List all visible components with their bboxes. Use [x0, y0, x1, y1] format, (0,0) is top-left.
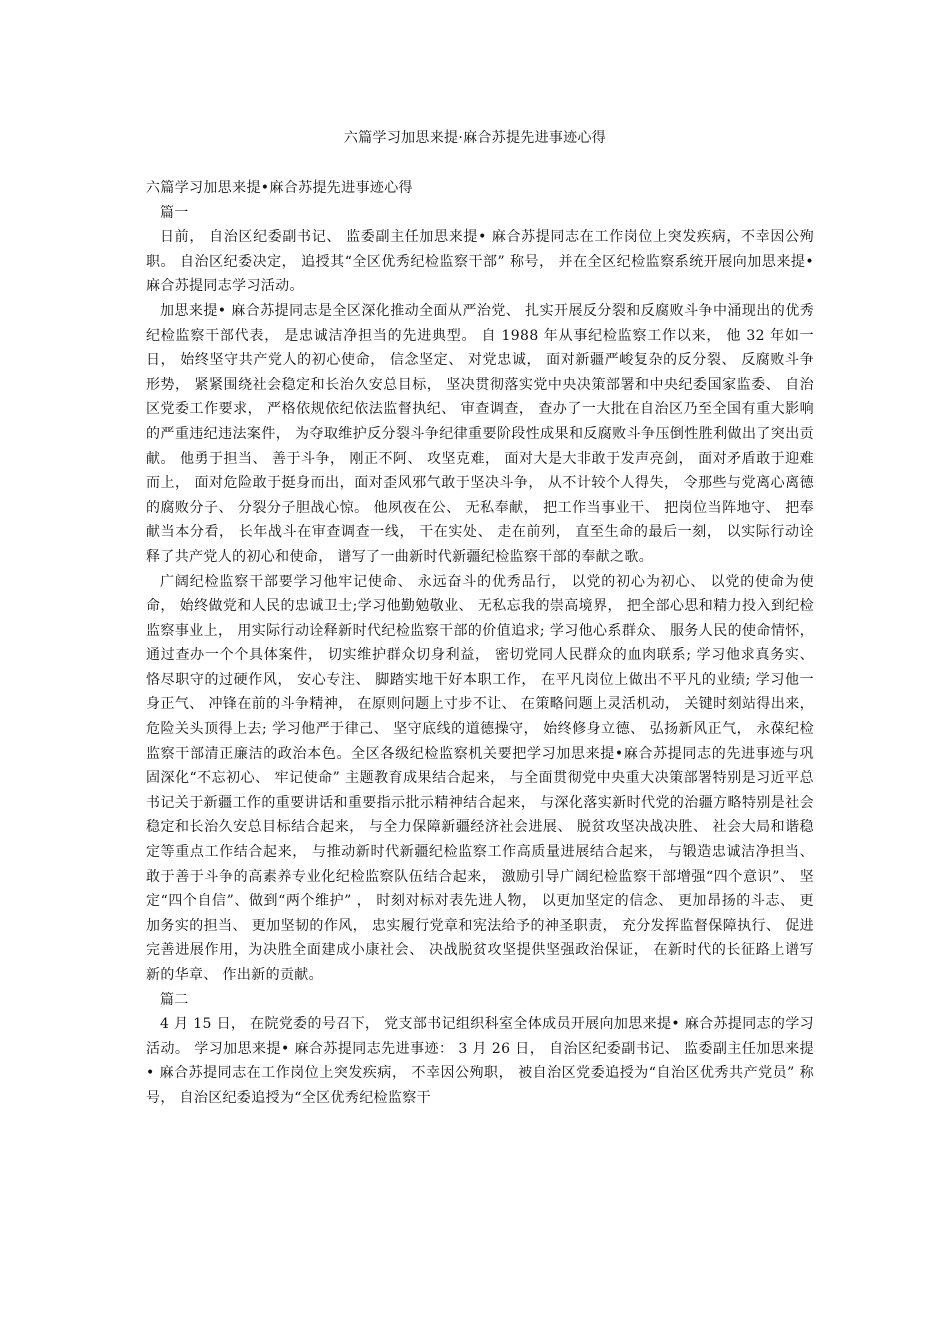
section-heading-2: 篇二	[160, 991, 189, 1008]
document-title: 六篇学习加思来提·麻合苏提先进事迹心得	[343, 130, 607, 146]
paragraph: 日前， 自治区纪委副书记、 监委副主任加思来提• 麻合苏提同志在工作岗位上突发疾病，不幸因公殉职。 自治区纪委决定， 追授其“全区优秀纪检监察干部” 称号， 并在全区纪检监察系统开展向加思来提• 麻合苏提同志学习活动。	[146, 229, 814, 295]
section-heading-1: 篇一	[160, 204, 189, 221]
paragraph: 广阔纪检监察干部要学习他牢记使命、 永远奋斗的优秀品行， 以党的初心为初心、 以党的使命为使命， 始终做党和人民的忠诚卫士;学习他勤勉敬业、 无私忘我的崇高境界， 把全部心思和精力投入到纪检监察事业上， 用实际行动诠释新时代纪检监察干部的价值追求; 学习他心系群众、 服务人民的使命情怀， 通过查办一个个具体案件， 切实维护群众切身利益， 密切党同人民群众的血肉联系; 学习他求真务实、 恪尽职守的过硬作风， 安心专注、 脚踏实地干好本职工作， 在平凡岗位上做出不平凡的业绩; 学习他一身正气、 冲锋在前的斗争精神， 在原则问题上寸步不让、 在策略问题上灵活机动， 关键时刻站得出来，危险关头顶得上去; 学习他严于律己、 坚守底线的道德操守， 始终修身立德、 弘扬新风正气， 永葆纪检监察干部清正廉洁的政治本色。全区各级纪检监察机关要把学习加思来提•麻合苏提同志的先进事迹与巩固深化“不忘初心、 牢记使命” 主题教育成果结合起来， 与全面贯彻党中央重大决策部署特别是习近平总书记关于新疆工作的重要讲话和重要指示批示精神结合起来， 与深化落实新时代党的治疆方略特别是社会稳定和长治久安总目标结合起来， 与全力保障新疆经济社会进展、 脱贫攻坚决战决胜、 社会大局和谐稳定等重点工作结合起来， 与推动新时代新疆纪检监察工作高质量进展结合起来， 与锻造忠诚洁净担当、 敢于善于斗争的高素养专业化纪检监察队伍结合起来， 激励引导广阔纪检监察干部增强“四个意识”、 坚定“四个自信”、做到“两个维护” ， 时刻对标对表先进人物， 以更加坚定的信念、 更加昂扬的斗志、 更加务实的担当、 更加坚韧的作风， 忠实履行党章和宪法给予的神圣职责， 充分发挥监督保障执行、 促进完善进展作用，为决胜全面建成小康社会、 决战脱贫攻坚提供坚强政治保证， 在新时代的长征路上谱写新的华章、 作出新的贡献。	[146, 573, 814, 983]
document-subtitle: 六篇学习加思来提•麻合苏提先进事迹心得	[146, 180, 413, 196]
paragraph: 4 月 15 日， 在院党委的号召下， 党支部书记组织科室全体成员开展向加思来提• 麻合苏提同志的学习活动。 学习加思来提• 麻合苏提同志先进事迹： 3 月 26 日， 自治区纪委副书记、 监委副主任加思来提• 麻合苏提同志在工作岗位上突发疾病， 不幸因公殉职， 被自治区党委追授为“自治区优秀共产党员” 称号， 自治区纪委追授为“全区优秀纪检监察干	[146, 1016, 814, 1106]
paragraph: 加思来提• 麻合苏提同志是全区深化推动全面从严治党、 扎实开展反分裂和反腐败斗争中涌现出的优秀纪检监察干部代表， 是忠诚洁净担当的先进典型。 自 1988 年从事纪检监察工作以来， 他 32 年如一日， 始终坚守共产党人的初心使命， 信念坚定、 对党忠诚， 面对新疆严峻复杂的反分裂、 反腐败斗争形势， 紧紧围绕社会稳定和长治久安总目标， 坚决贯彻落实党中央决策部署和中央纪委国家监委、 自治区党委工作要求， 严格依规依纪依法监督执纪、 审查调查， 查办了一大批在自治区乃至全国有重大影响的严重违纪违法案件， 为夺取维护反分裂斗争纪律重要阶段性成果和反腐败斗争压倒性胜利做出了突出贡献。 他勇于担当、 善于斗争， 刚正不阿、 攻坚克难， 面对大是大非敢于发声亮剑， 面对矛盾敢于迎难而上， 面对危险敢于挺身而出，面对歪风邪气敢于坚决斗争， 从不计较个人得失， 令那些与党离心离德的腐败分子、 分裂分子胆战心惊。 他夙夜在公、 无私奉献， 把工作当事业干、 把岗位当阵地守、 把奉献当本分看， 长年战斗在审查调查一线， 干在实处、 走在前列， 直至生命的最后一刻， 以实际行动诠释了共产党人的初心和使命， 谱写了一曲新时代新疆纪检监察干部的奉献之歌。	[146, 302, 814, 565]
document-body	[146, 176, 814, 1111]
